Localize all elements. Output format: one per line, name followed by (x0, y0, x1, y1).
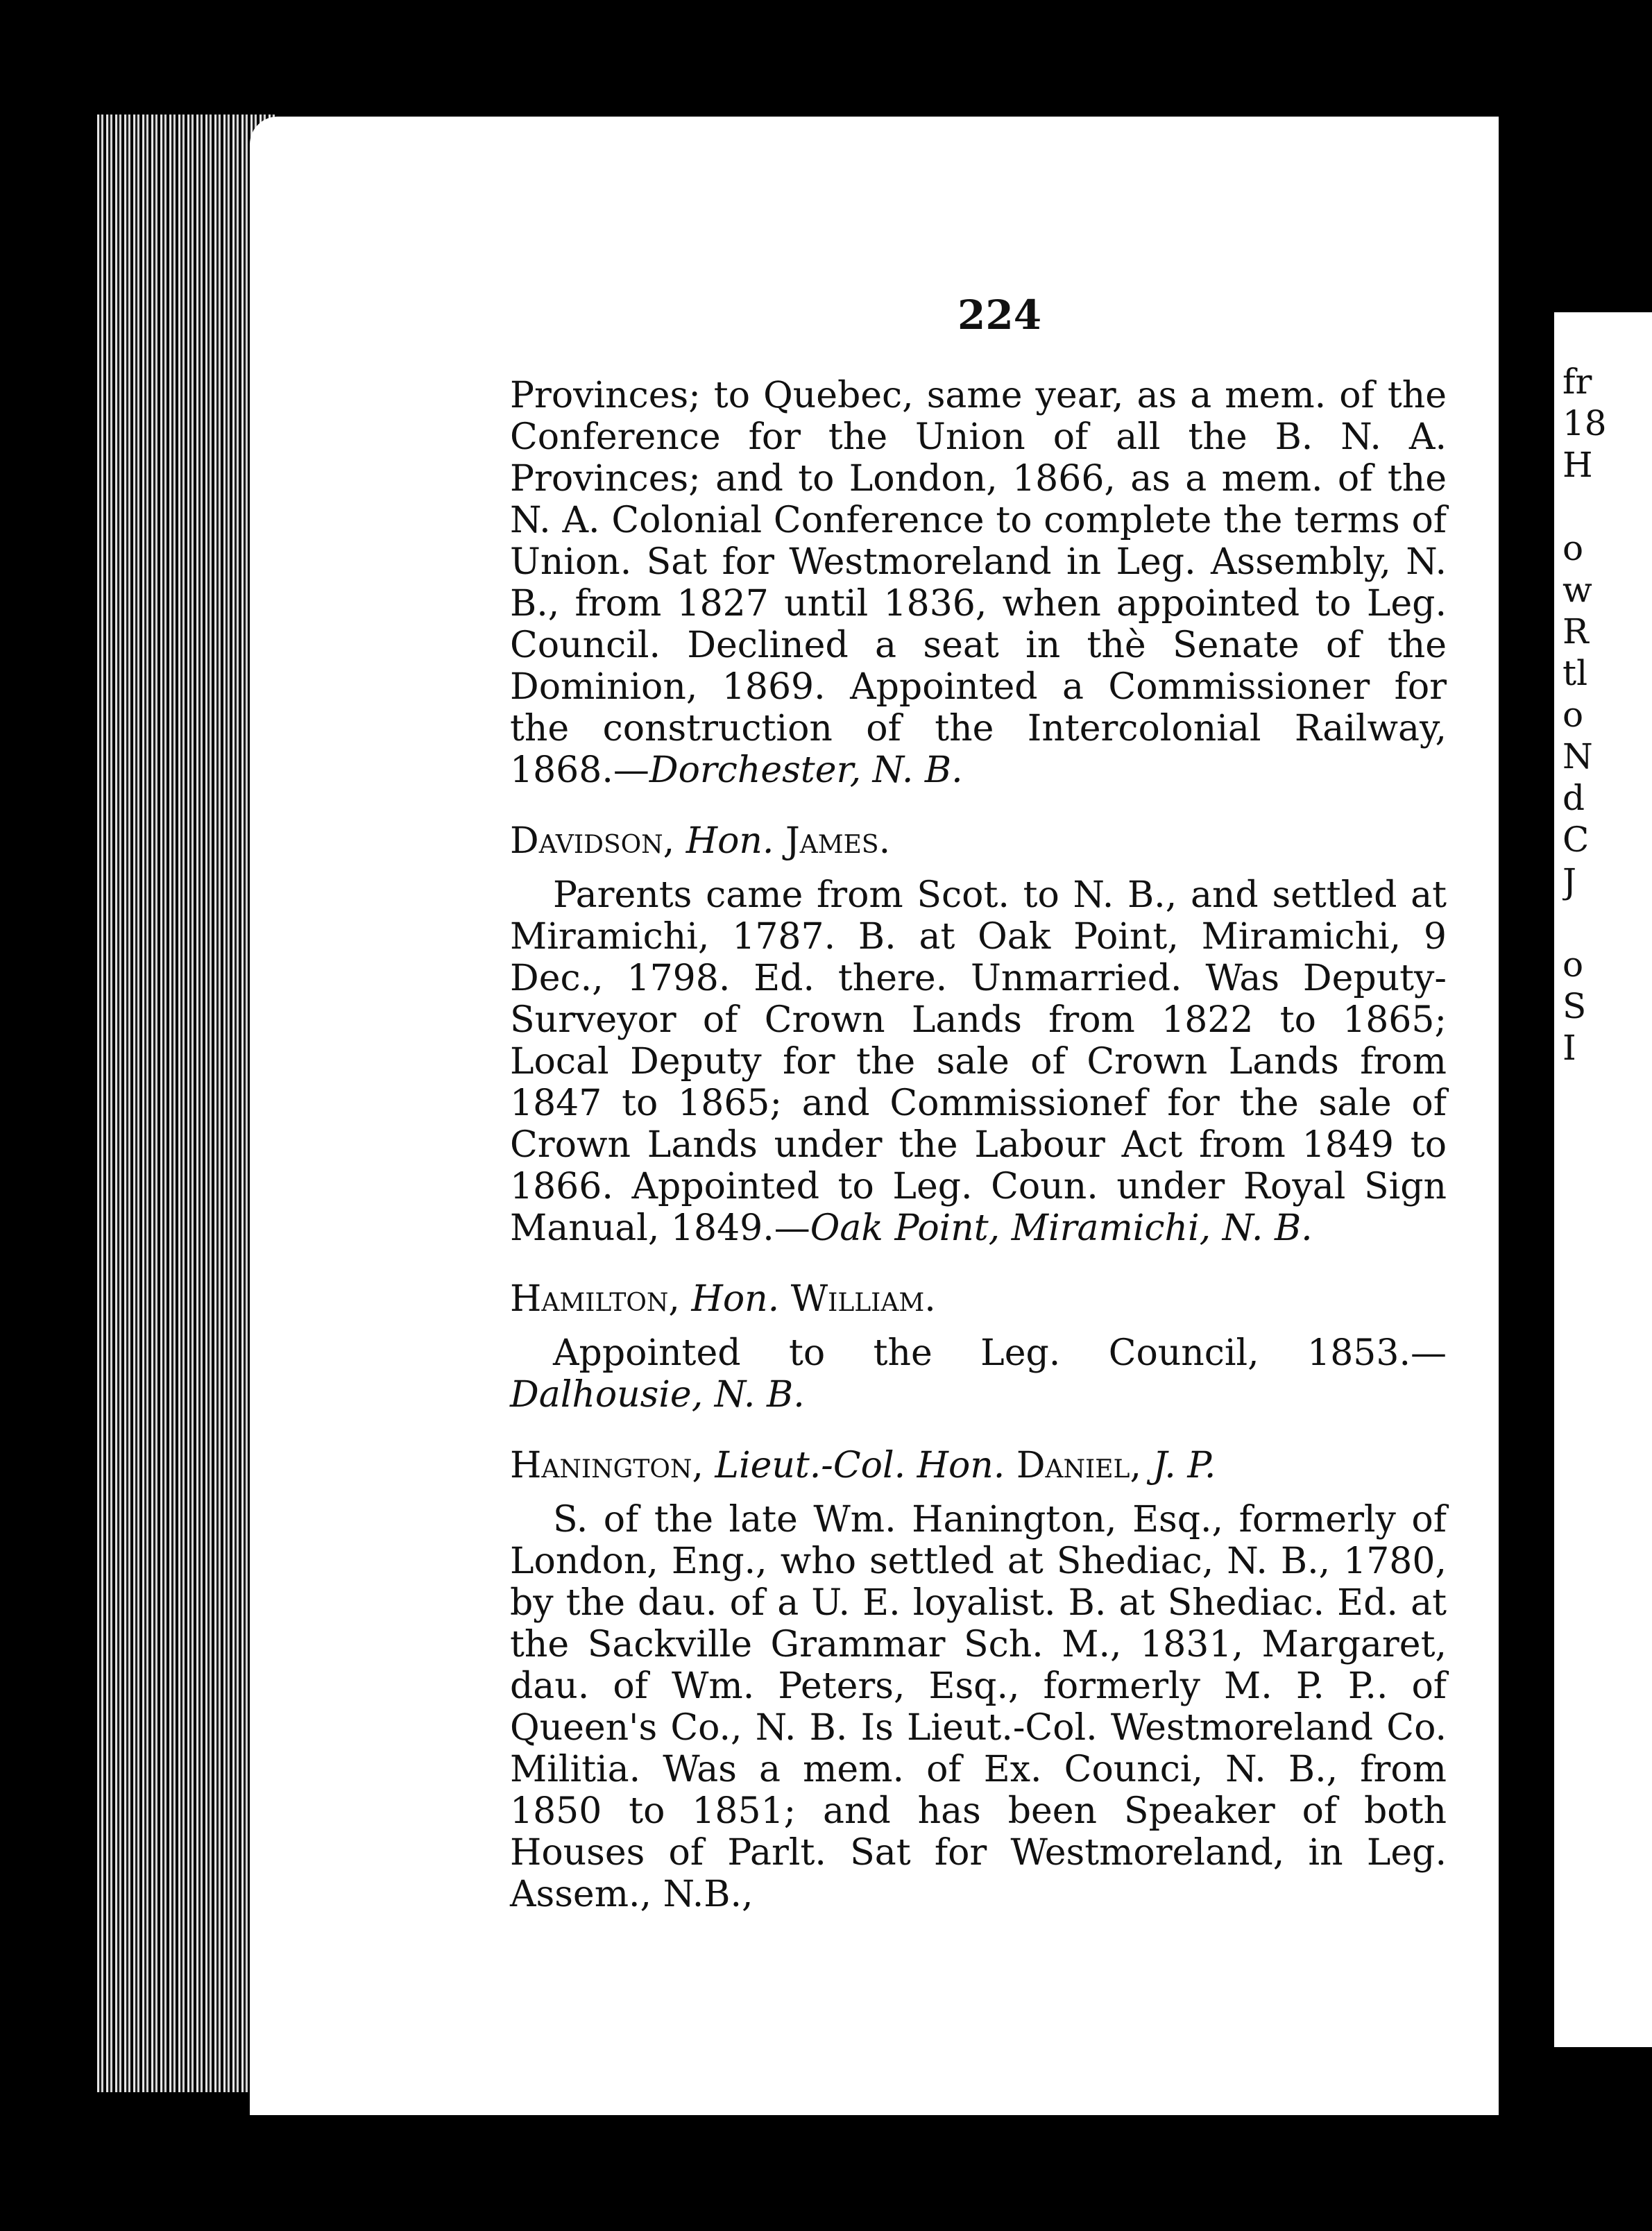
place-of-residence: Dalhousie, N. B. (510, 1374, 805, 1416)
facing-page-fragment: w (1562, 570, 1592, 610)
facing-page-fragment: o (1562, 944, 1584, 985)
page-number: 224 (957, 291, 1042, 339)
entry-text: Appointed to the Leg. Council, 1853.— (553, 1332, 1447, 1374)
facing-page-fragment: R (1562, 611, 1589, 652)
place-of-residence: Dorchester, N. B. (649, 749, 963, 791)
facing-page-fragment: C (1562, 820, 1590, 860)
surname: Davidson, (510, 820, 675, 862)
given-name: James. (785, 820, 891, 862)
facing-page-fragment (1562, 902, 1646, 944)
facing-page-fragment: J (1562, 861, 1577, 901)
paragraph-body: Provinces; to Quebec, same year, as a mem. of the Conference for the Union of all the B. N. A. Provinces; and to London, 1866, as a mem. of the N. A. Colonial Conference to complete the terms of Union. Sat for Westmoreland in Leg. Assembly, N. B., from 1827 until 1836, when appointed to Leg. Council. Declined a seat in thè Senate of the Dominion, 1869. Appointed a Commissioner for the construction of the Intercolonial Railway, 1868.— (510, 375, 1447, 791)
honorific: Hon. (686, 820, 774, 862)
facing-page-fragment: S (1562, 986, 1587, 1026)
given-name: Daniel, (1016, 1445, 1141, 1486)
entry-text: S. of the late Wm. Hanington, Esq., formerly of London, Eng., who settled at Shediac, N. B., 1780, by the dau. of a U. E. loyalist. B. at Shediac. Ed. at the Sackville Grammar Sch. M., 1831, Margaret, dau. of Wm. Peters, Esq., formerly M. P. P.. of Queen's Co., N. B. Is Lieut.-Col. Westmoreland Co. Militia. Was a mem. of Ex. Counci, N. B., from 1850 to 1851; and has been Speaker of both Houses of Parlt. Sat for Westmoreland, in Leg. Assem., N.B., (510, 1499, 1447, 1915)
place-of-residence: Oak Point, Miramichi, N. B. (810, 1207, 1313, 1249)
entry-heading-davidson (510, 820, 1447, 862)
facing-page-fragment: o (1562, 528, 1584, 568)
gutter-shadow (1499, 180, 1554, 2110)
facing-page-fragment: 18 (1562, 403, 1607, 443)
page-text (510, 375, 1447, 1915)
facing-page-fragment: fr (1562, 362, 1592, 402)
facing-page-fragment: I (1562, 1028, 1576, 1068)
surname: Hamilton, (510, 1278, 680, 1320)
honorific: Lieut.-Col. Hon. (715, 1445, 1005, 1486)
facing-page-fragment: d (1562, 778, 1585, 818)
entry-body-hanington (510, 1499, 1447, 1915)
facing-page-fragment: N (1562, 736, 1593, 777)
given-name: William. (790, 1278, 936, 1320)
honorific: Hon. (691, 1278, 780, 1320)
facing-page-fragments (1562, 361, 1646, 1069)
surname: Hanington, (510, 1445, 704, 1486)
entry-body-hamilton (510, 1332, 1447, 1416)
facing-page-fragment (1562, 486, 1646, 527)
entry-text: Parents came from Scot. to N. B., and settled at Miramichi, 1787. B. at Oak Point, Miramichi, 9 Dec., 1798. Ed. there. Unmarried. Was Deputy-Surveyor of Crown Lands from 1822 to 1865; Local Deputy for the sale of Crown Lands from 1847 to 1865; and Commissionef for the sale of Crown Lands under the Labour Act from 1849 to 1866. Appointed to Leg. Coun. under Royal Sign Manual, 1849.— (510, 874, 1447, 1249)
entry-heading-hanington (510, 1445, 1447, 1486)
facing-page-fragment: tl (1562, 653, 1588, 693)
entry-heading-hamilton (510, 1278, 1447, 1320)
facing-page-fragment: H (1562, 445, 1593, 485)
continued-paragraph (510, 375, 1447, 791)
entry-body-davidson (510, 874, 1447, 1249)
post-nominal: J. P. (1152, 1445, 1216, 1486)
facing-page-fragment: o (1562, 695, 1584, 735)
